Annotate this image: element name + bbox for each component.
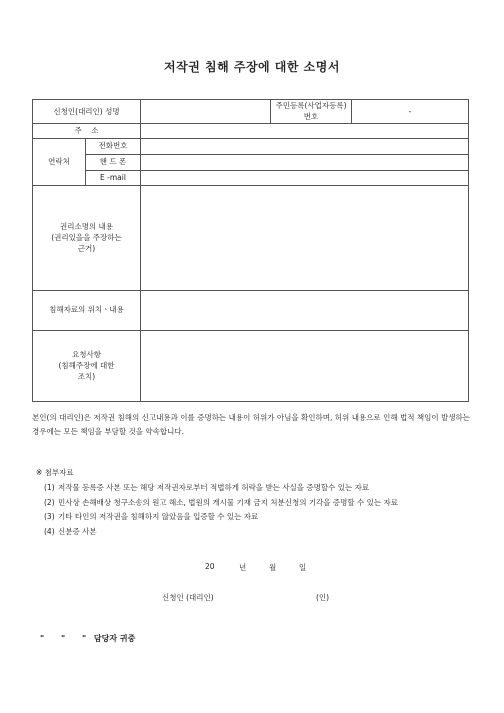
recipient-label: 담당자 귀중 (93, 634, 136, 643)
form-row-rights (33, 185, 469, 290)
attachment-item (44, 525, 464, 540)
form-row-mobile (33, 154, 469, 170)
document-title: 저작권 침해 주장에 대한 소명서 (164, 60, 340, 74)
request-label-line3: 조치) (77, 372, 96, 382)
form-row-email (33, 170, 469, 185)
phone-field[interactable] (141, 138, 469, 154)
reg-number-label: 주민등록(사업자등록)번호 (271, 100, 352, 124)
rights-label-line3: 근거) (77, 244, 96, 254)
application-form-table (32, 99, 469, 402)
attachment-text: 저작물 등록증 사본 또는 해당 저작권자로부터 적법하게 허락을 받는 사실을 증명할수 있는 자료 (58, 483, 370, 492)
location-label: 침해자료의 위치ㆍ내용 (33, 290, 141, 330)
mobile-label: 핸 드 폰 (86, 154, 141, 170)
date-day-label: 일 (299, 563, 307, 572)
applicant-field[interactable] (141, 100, 271, 124)
email-label: E -mail (86, 170, 141, 185)
rights-label-line1: 권리소명의 내용 (59, 221, 114, 231)
attachment-number: (4) (44, 526, 55, 536)
form-row-phone (33, 138, 469, 154)
applicant-label: 신청인(대리인) 성명 (33, 100, 141, 124)
attachment-text: 민사상 손해배상 청구소송의 원고 해소, 법원의 게시물 기재 금지 처분신청의 기각을 증명할 수 있는 자료 (58, 497, 399, 507)
attachments-list (44, 481, 464, 540)
attachment-item (44, 496, 464, 511)
footer-mark: " (40, 634, 45, 643)
footer-mark: " (81, 634, 87, 643)
rights-label-line2: (권리있을을 주장하는 (51, 232, 122, 242)
phone-label: 전화번호 (86, 138, 141, 154)
attachment-number: (2) (44, 497, 55, 507)
request-label-line1: 요청사항 (72, 349, 101, 359)
date-year-label: 년 (239, 563, 247, 572)
date-month-label: 월 (269, 563, 277, 572)
contact-label: 연락처 (33, 138, 86, 185)
attachment-number: (3) (44, 512, 55, 522)
form-row-applicant (33, 100, 469, 124)
footer-recipient (40, 633, 135, 644)
signature-label: 신청인 (대리인) (162, 593, 214, 602)
form-row-request (33, 330, 469, 401)
request-label (33, 330, 141, 401)
attachment-text: 기타 타인의 저작권을 침해하지 않았음을 입증할 수 있는 자료 (58, 512, 259, 522)
mobile-field[interactable] (141, 154, 469, 170)
request-label-line2: (침해주장에 대한 (58, 360, 115, 370)
attachment-item (44, 510, 464, 525)
email-field[interactable] (141, 170, 469, 185)
attachments-heading: ※ 첨부자료 (36, 468, 74, 477)
address-label: 주 소 (33, 123, 141, 138)
rights-label (33, 185, 141, 290)
attachment-item (44, 481, 464, 496)
attachment-number: (1) (44, 483, 55, 492)
address-field[interactable] (141, 123, 469, 138)
attachment-text: 신분증 사본 (58, 526, 97, 536)
form-row-address (33, 123, 469, 138)
signature-seal: (인) (316, 593, 330, 602)
request-field[interactable] (141, 330, 469, 401)
location-field[interactable] (141, 290, 469, 330)
footer-mark: " (60, 634, 66, 643)
pledge-statement: 본인(의 대리인)은 저작권 침해의 신고내용과 이를 증명하는 내용이 허위가 아님을 확인하며, 허위 내용으로 인해 법적 책임이 발생하는 경우에는 모든 책임을 부담할 것을 약속합니다. (32, 413, 470, 437)
form-row-location (33, 290, 469, 330)
reg-number-field[interactable]: - (352, 100, 469, 124)
date-year-prefix: 20 (205, 562, 215, 571)
rights-field[interactable] (141, 185, 469, 290)
